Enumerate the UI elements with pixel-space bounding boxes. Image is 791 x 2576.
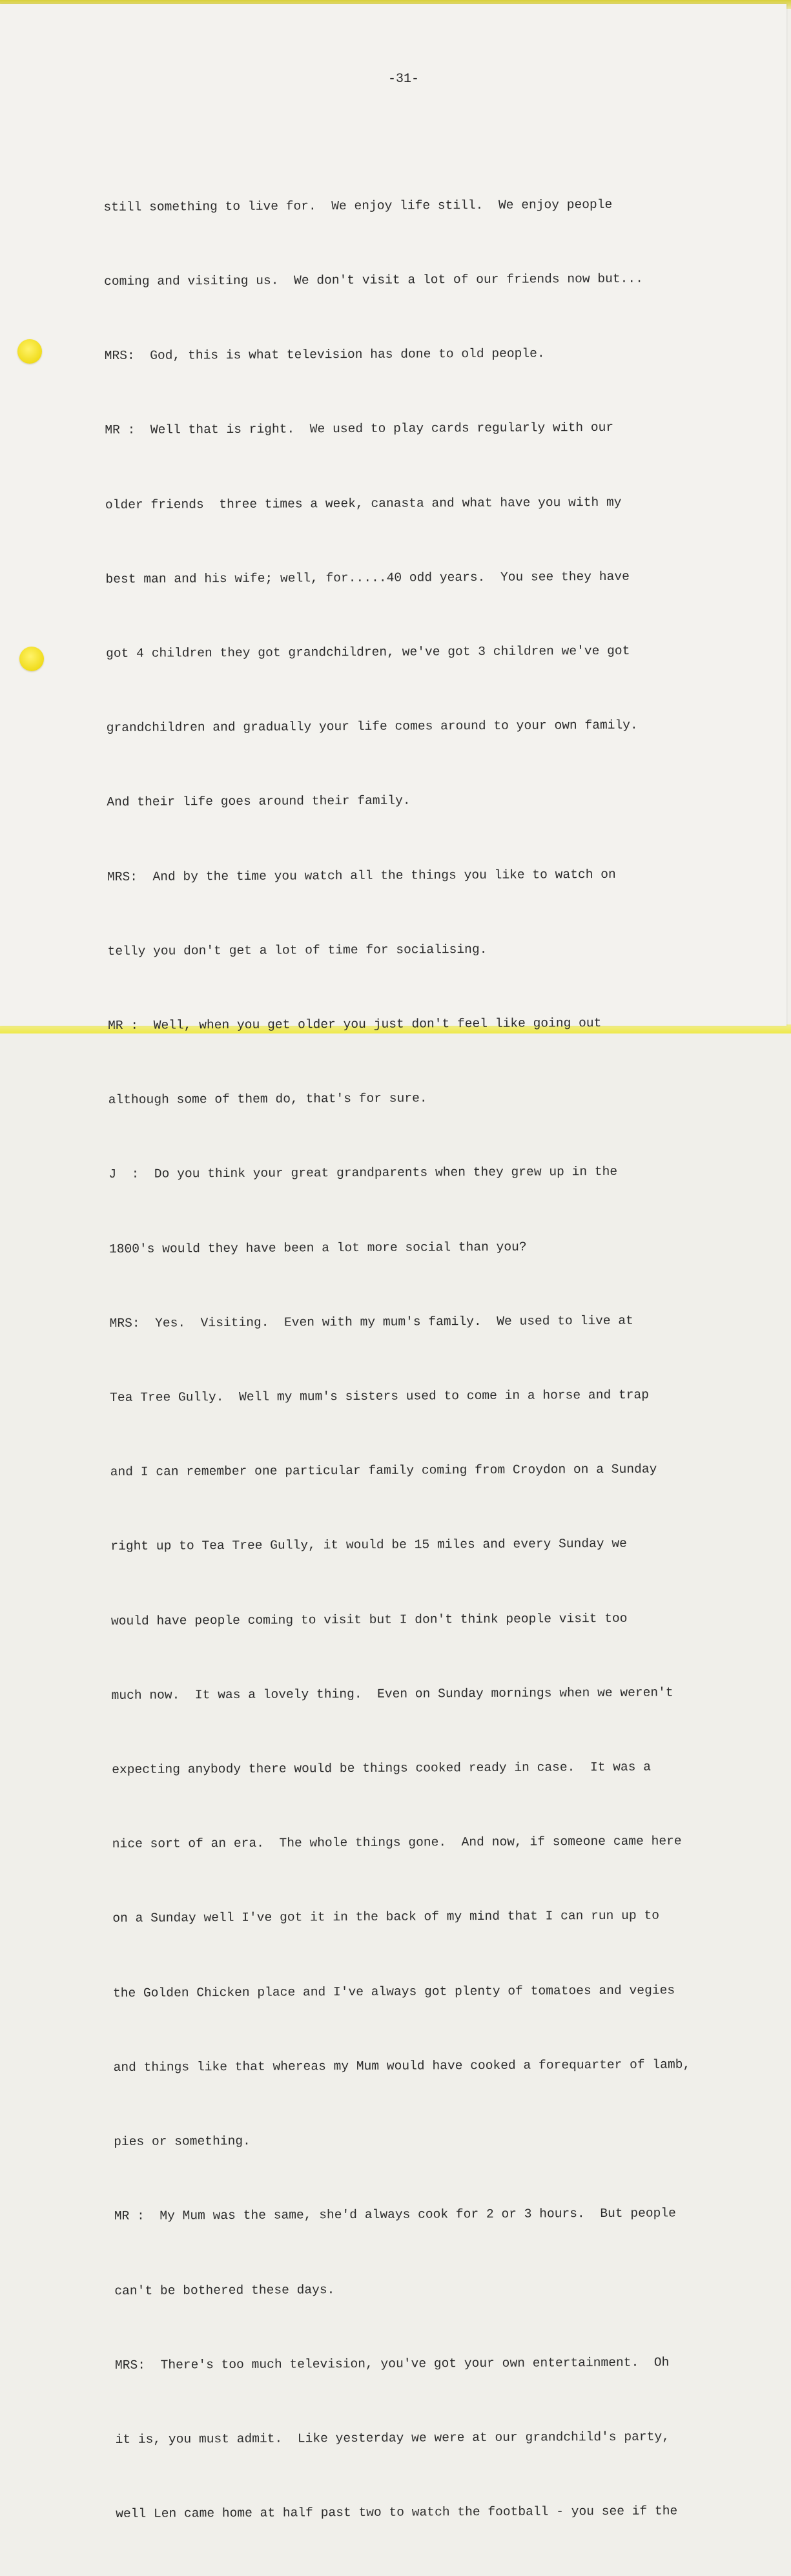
text-line: MR : Well, when you get older you just don't feel like going out <box>108 1016 602 1034</box>
text-line: the Golden Chicken place and I've always got plenty of tomatoes and vegies <box>112 1983 675 2000</box>
text-line: telly you don't get a lot of time for socialising. <box>107 942 488 959</box>
text-line: grandchildren and gradually your life comes around to your own family. <box>106 718 638 736</box>
text-line: got 4 children they got grandchildren, we've got 3 children we've got <box>106 643 630 661</box>
text-line: and I can remember one particular family coming from Croydon on a Sunday <box>110 1462 657 1480</box>
text-line: nice sort of an era. The whole things gone. And now, if someone came here <box>112 1834 682 1852</box>
text-line: MRS: And by the time you watch all the things you like to watch on <box>107 867 616 884</box>
text-line: much now. It was a lovely thing. Even on Sunday mornings when we weren't <box>111 1685 673 1703</box>
text-line: And their life goes around their family. <box>107 793 411 810</box>
text-line: on a Sunday well I've got it in the back of my mind that I can run up to <box>112 1909 660 1926</box>
text-line: well Len came home at half past two to watch the football - you see if the <box>116 2504 678 2522</box>
typed-page <box>0 4 786 2522</box>
transcript-text <box>103 142 768 2576</box>
text-line: MRS: God, this is what television has done to old people. <box>104 346 545 364</box>
text-line: pies or something. <box>114 2134 251 2150</box>
text-line: Tea Tree Gully. Well my mum's sisters used to come in a horse and trap <box>110 1387 650 1406</box>
text-line: MRS: Yes. Visiting. Even with my mum's family. We used to live at <box>109 1313 633 1331</box>
text-line: still something to live for. We enjoy life still. We enjoy people <box>103 197 613 214</box>
text-line: can't be bothered these days. <box>114 2282 335 2298</box>
text-line: older friends three times a week, canasta and what have you with my <box>105 495 622 512</box>
text-line: MRS: There's too much television, you've got your own entertainment. Oh <box>114 2355 670 2373</box>
text-line: 1800's would they have been a lot more social than you? <box>108 1240 527 1256</box>
text-line: MR : Well that is right. We used to play cards regularly with our <box>105 421 614 438</box>
text-line: would have people coming to visit but I don't think people visit too <box>110 1611 628 1628</box>
text-line: MR : My Mum was the same, she'd always cook for 2 or 3 hours. But people <box>114 2206 676 2224</box>
page-number: -31- <box>387 72 419 87</box>
punch-hole-upper <box>17 339 42 364</box>
text-line: and things like that whereas my Mum would have cooked a forequarter of lamb, <box>113 2057 691 2075</box>
text-line: best man and his wife; well, for.....40 odd years. You see they have <box>105 569 630 587</box>
text-line: expecting anybody there would be things cooked ready in case. It was a <box>112 1760 652 1778</box>
text-line: it is, you must admit. Like yesterday we were at our grandchild's party, <box>115 2429 670 2447</box>
text-line: right up to Tea Tree Gully, it would be 15 miles and every Sunday we <box>110 1537 627 1554</box>
text-line: coming and visiting us. We don't visit a lot of our friends now but... <box>104 271 643 289</box>
punch-hole-lower <box>19 647 44 671</box>
text-line: J : Do you think your great grandparents when they grew up in the <box>108 1165 618 1182</box>
text-line: although some of them do, that's for sure. <box>108 1091 427 1108</box>
